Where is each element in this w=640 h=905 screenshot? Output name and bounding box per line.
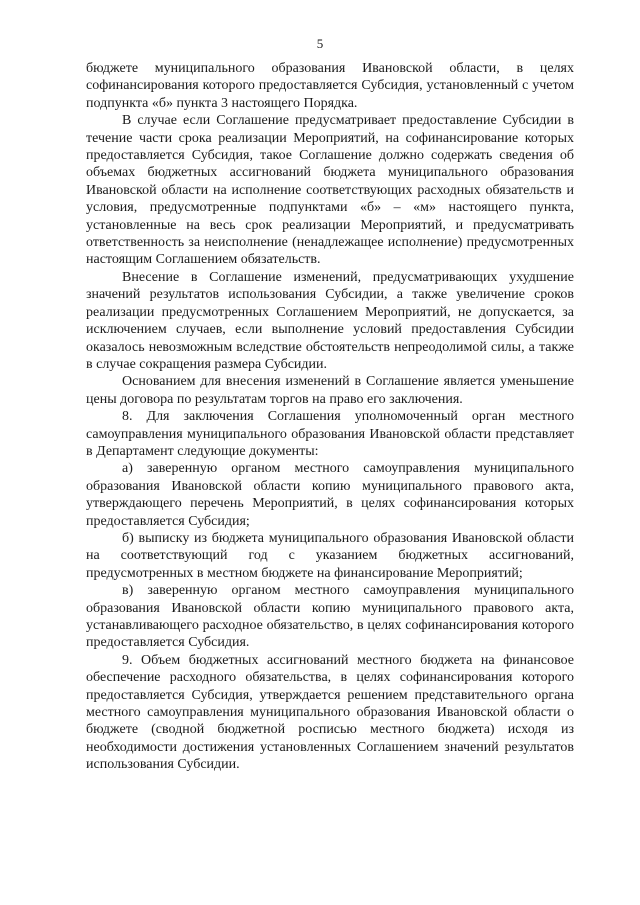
paragraph-item-8: 8. Для заключения Соглашения уполномоченный орган местного самоуправления муниципального образования Ивановской области представляет в Департамент следующие документы: <box>86 409 574 459</box>
list-item-a: а) заверенную органом местного самоуправления муниципального образования Ивановской области копию муниципального правового акта, утверждающего перечень Мероприятий, в целях софинансирования которых предоставляется Субсидия; <box>86 461 574 529</box>
page-number: 5 <box>316 36 324 51</box>
paragraph-item-9: 9. Объем бюджетных ассигнований местного бюджета на финансовое обеспечение расходного обязательства, в целях софинансирования которого предоставляется Субсидия, утверждается решением представительного органа местного самоуправления муниципального образования Ивановской области о бюджете (сводной бюджетной росписью местного бюджета) исходя из необходимости достижения установленных Соглашением значений результатов использования Субсидии. <box>86 652 574 773</box>
document-body <box>86 60 574 774</box>
paragraph-partial-term: В случае если Соглашение предусматривает предоставление Субсидии в течение части срока реализации Мероприятий, на софинансирование которых предоставляется Субсидия, такое Соглашение должно содержать сведения об объемах бюджетных ассигнований бюджета муниципального образования Ивановской области на исполнение соответствующих расходных обязательств и условия, предусмотренные подпунктами «б» – «м» настоящего пункта, установленные на весь срок реализации Мероприятий, и предусматривать ответственность за неисполнение (ненадлежащее исполнение) предусмотренных настоящим Соглашением обязательств. <box>86 113 574 268</box>
paragraph-amendments: Внесение в Соглашение изменений, предусматривающих ухудшение значений результатов использования Субсидии, а также увеличение сроков реализации предусмотренных Соглашением Мероприятий, не допускается, за исключением случаев, если выполнение условий предоставления Субсидии оказалось невозможным вследствие обстоятельств непреодолимой силы, а также в случае сокращения размера Субсидии. <box>86 269 574 372</box>
list-item-c: в) заверенную органом местного самоуправления муниципального образования Ивановской области копию муниципального правового акта, устанавливающего расходное обязательство, в целях софинансирования которого предоставляется Субсидия. <box>86 583 574 651</box>
list-item-b: б) выписку из бюджета муниципального образования Ивановской области на соответствующий год с указанием бюджетных ассигнований, предусмотренных в местном бюджете на финансирование Мероприятий; <box>86 530 574 581</box>
paragraph-amendment-grounds: Основанием для внесения изменений в Соглашение является уменьшение цены договора по результатам торгов на право его заключения. <box>86 374 574 407</box>
paragraph-continuation: бюджете муниципального образования Ивановской области, в целях софинансирования которого предоставляется Субсидия, установленный с учетом подпункта «б» пункта 3 настоящего Порядка. <box>86 61 574 111</box>
